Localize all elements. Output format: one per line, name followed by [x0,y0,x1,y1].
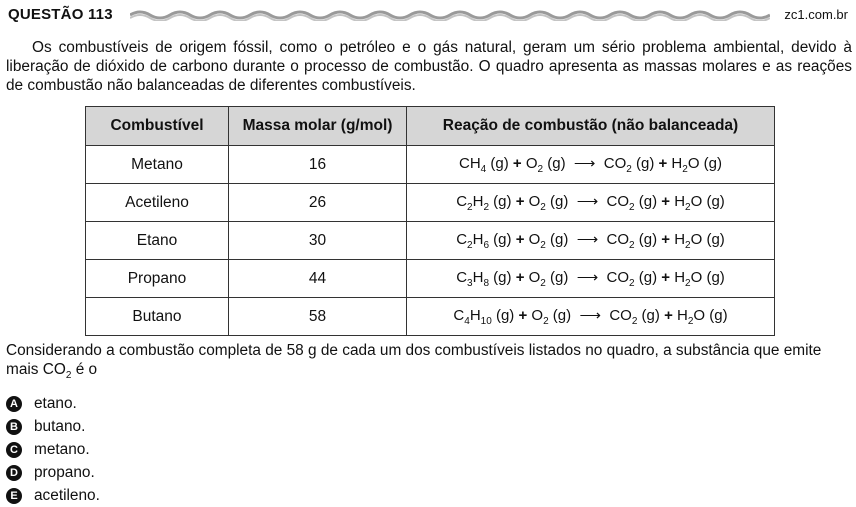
question-header [8,4,848,26]
table-header-row [86,107,775,146]
option-letter-d-icon: D [6,465,22,481]
fuel-name: Propano [86,260,229,298]
combustion-reaction: $C_2H_6$ $(g) + O_2$ (g) ⟶ $CO_2$ $(g) + H_2O$ (g) [407,222,775,260]
option-letter-a-icon: A [6,396,22,412]
molar-mass: 16 [229,146,407,184]
intro-paragraph [6,38,852,95]
combustion-reaction: $C_3H_8$ $(g) + O_2$ (g) ⟶ $CO_2$ $(g) + H_2O$ (g) [407,260,775,298]
question-prompt [6,341,852,385]
option-letter-e-icon: E [6,488,22,504]
table-row [86,146,775,184]
molar-mass: 44 [229,260,407,298]
table-row [86,260,775,298]
table-row [86,222,775,260]
molar-mass: 58 [229,298,407,336]
option-text: etano. [34,394,77,412]
combustion-reaction: $C_2H_2$ $(g) + O_2$ (g) ⟶ $CO_2$ $(g) + H_2O$ (g) [407,184,775,222]
column-header-reaction: Reação de combustão (não balanceada) [407,107,775,146]
fuel-name: Metano [86,146,229,184]
option-d[interactable] [6,461,100,484]
site-url: zc1.com.br [784,7,848,22]
option-text: acetileno. [34,486,100,504]
intro-text: Os combustíveis de origem fóssil, como o petróleo e o gás natural, geram um sério problema ambiental, devido à liberação de dióxido de carbono durante o processo de combustão. O quadro apresenta as massas molares e as reações de combustão não balanceadas de diferentes combustíveis. [6,39,852,94]
option-letter-b-icon: B [6,419,22,435]
option-text: metano. [34,440,90,458]
molar-mass: 26 [229,184,407,222]
question-text-end: é o [71,361,98,378]
option-a[interactable] [6,392,100,415]
table-row [86,298,775,336]
molar-mass: 30 [229,222,407,260]
option-text: butano. [34,417,86,435]
column-header-fuel: Combustível [86,107,229,146]
fuel-name: Butano [86,298,229,336]
question-text: Considerando a combustão completa de 58 g de cada um dos combustíveis listados no quadro, a substância que emite mais CO [6,342,822,378]
fuel-name: Etano [86,222,229,260]
combustion-reaction: $C_4H_{10}$ $(g) + O_2$ (g) ⟶ $CO_2$ $(g) + H_2O$ (g) [407,298,775,336]
column-header-molar-mass: Massa molar (g/mol) [229,107,407,146]
table-row [86,184,775,222]
fuel-table [85,106,775,336]
option-b[interactable] [6,415,100,438]
option-e[interactable] [6,484,100,507]
answer-options [6,392,100,507]
option-c[interactable] [6,438,100,461]
decorative-wave-divider [130,9,770,21]
question-subscript: 2 [65,370,72,382]
combustion-reaction: $CH_4$ $(g) + O_2$ (g) ⟶ $CO_2$ $(g) + H_2O$ (g) [407,146,775,184]
option-text: propano. [34,463,95,481]
option-letter-c-icon: C [6,442,22,458]
question-label: QUESTÃO 113 [8,6,113,23]
fuel-name: Acetileno [86,184,229,222]
